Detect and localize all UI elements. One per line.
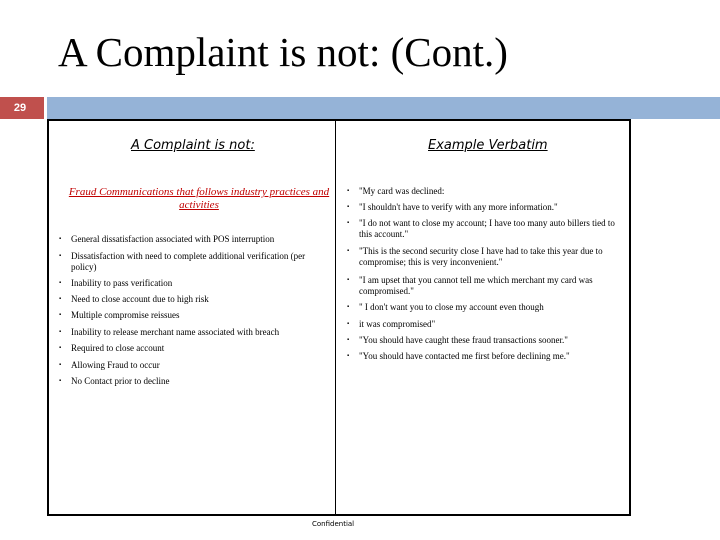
list-item: ▪ Required to close account — [59, 343, 164, 354]
comparison-table — [47, 119, 631, 516]
column-divider — [335, 121, 336, 514]
list-item: ▪ General dissatisfaction associated with POS interruption — [59, 234, 274, 245]
list-item: ▪ Inability to release merchant name associated with breach — [59, 327, 279, 338]
title-underline-bar — [47, 97, 720, 119]
left-subheading: Fraud Communications that follows industry practices and activities — [68, 186, 330, 211]
left-column-header: A Complaint is not: — [131, 138, 255, 153]
right-column-header: Example Verbatim — [428, 138, 548, 153]
list-item: ▪ "I am upset that you cannot tell me which merchant my card was compromised." — [347, 275, 621, 297]
list-item: ▪ Dissatisfaction with need to complete additional verification (per policy) — [59, 251, 329, 273]
list-item: ▪ No Contact prior to decline — [59, 376, 169, 387]
list-item: ▪ "My card was declined: — [347, 186, 444, 197]
slide-number: 29 — [13, 102, 27, 114]
list-item: ▪ it was compromised" — [347, 319, 435, 330]
list-item: ▪ Allowing Fraud to occur — [59, 360, 160, 371]
list-item: ▪ Multiple compromise reissues — [59, 310, 179, 321]
list-item: ▪ Need to close account due to high risk — [59, 294, 209, 305]
confidential-footer: Confidential — [312, 520, 355, 528]
list-item: ▪ "You should have caught these fraud transactions sooner." — [347, 335, 568, 346]
list-item: ▪ "I do not want to close my account; I have too many auto billers tied to this account." — [347, 218, 621, 240]
list-item: ▪ "I shouldn't have to verify with any more information." — [347, 202, 558, 213]
list-item: ▪ "You should have contacted me first before declining me." — [347, 351, 570, 362]
list-item: ▪ " I don't want you to close my account even though — [347, 302, 544, 313]
slide-title: A Complaint is not: (Cont.) — [58, 29, 508, 75]
list-item: ▪ Inability to pass verification — [59, 278, 172, 289]
list-item: ▪ "This is the second security close I have had to take this year due to compromise; this is very inconvenient." — [347, 246, 621, 268]
